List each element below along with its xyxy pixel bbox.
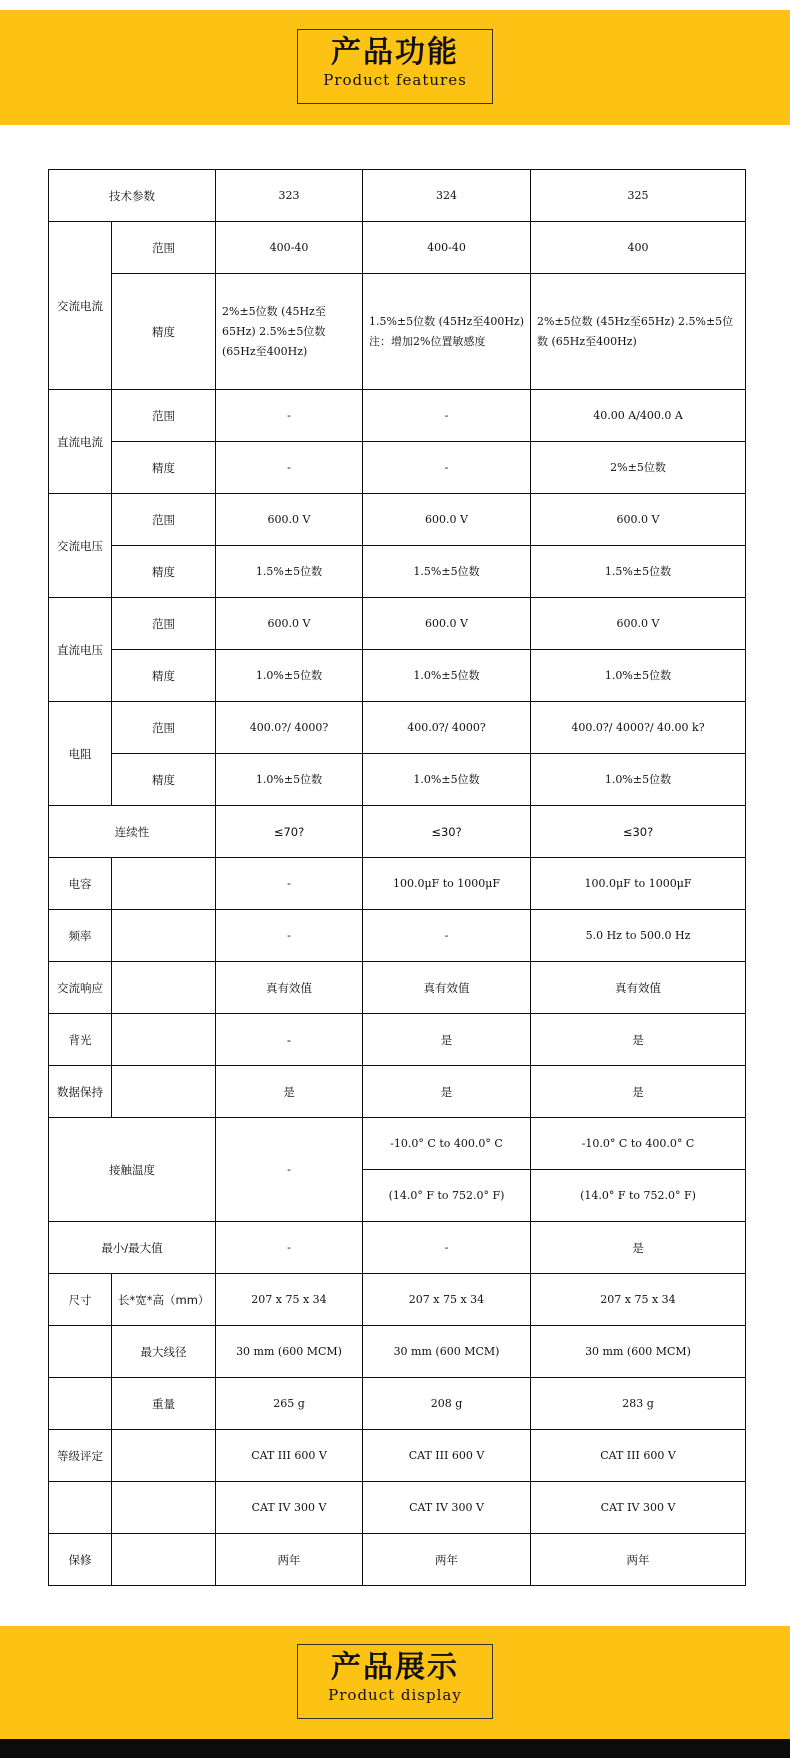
table-cell: 2%±5位数 (45Hz至65Hz) 2.5%±5位数 (65Hz至400Hz) xyxy=(531,274,746,390)
table-cell: CAT IV 300 V xyxy=(531,1482,746,1534)
ac-current-group: 交流电流 xyxy=(49,222,112,390)
table-cell: -10.0° C to 400.0° C xyxy=(531,1118,746,1170)
table-cell: (14.0° F to 752.0° F) xyxy=(363,1170,531,1222)
table-cell: - xyxy=(216,442,363,494)
row-label: 范围 xyxy=(112,702,216,754)
table-cell: 两年 xyxy=(363,1534,531,1586)
table-cell: 1.0%±5位数 xyxy=(216,650,363,702)
row-label: 等级评定 xyxy=(49,1430,112,1482)
table-cell: - xyxy=(363,442,531,494)
row-label: 精度 xyxy=(112,754,216,806)
table-row xyxy=(49,702,746,754)
table-cell: 两年 xyxy=(531,1534,746,1586)
table-row xyxy=(49,1066,746,1118)
table-row xyxy=(49,650,746,702)
table-cell: 是 xyxy=(531,1014,746,1066)
empty-cell xyxy=(112,858,216,910)
table-cell: 100.0μF to 1000μF xyxy=(531,858,746,910)
table-cell: 1.5%±5位数 xyxy=(363,546,531,598)
row-label: 最小/最大值 xyxy=(49,1222,216,1274)
table-cell: 400 xyxy=(531,222,746,274)
display-title-en: Product display xyxy=(328,1686,462,1704)
table-cell: 5.0 Hz to 500.0 Hz xyxy=(531,910,746,962)
row-label: 重量 xyxy=(112,1378,216,1430)
table-row xyxy=(49,1378,746,1430)
table-cell: 600.0 V xyxy=(216,598,363,650)
table-cell: ≤30? xyxy=(363,806,531,858)
features-title-box xyxy=(297,29,493,104)
table-cell: 600.0 V xyxy=(363,494,531,546)
table-cell: CAT III 600 V xyxy=(216,1430,363,1482)
empty-cell xyxy=(112,962,216,1014)
ac-voltage-group: 交流电压 xyxy=(49,494,112,598)
table-row xyxy=(49,1014,746,1066)
table-cell: 1.0%±5位数 xyxy=(363,650,531,702)
table-cell: CAT IV 300 V xyxy=(216,1482,363,1534)
table-row xyxy=(49,442,746,494)
table-cell: 400-40 xyxy=(216,222,363,274)
table-cell: 是 xyxy=(531,1222,746,1274)
table-cell: CAT IV 300 V xyxy=(363,1482,531,1534)
table-cell: -10.0° C to 400.0° C xyxy=(363,1118,531,1170)
table-row xyxy=(49,598,746,650)
table-row xyxy=(49,1274,746,1326)
row-label: 长*宽*高（mm） xyxy=(112,1274,216,1326)
table-cell: 400.0?/ 4000? xyxy=(363,702,531,754)
table-cell: 1.5%±5位数 xyxy=(531,546,746,598)
table-cell: - xyxy=(216,858,363,910)
row-label: 精度 xyxy=(112,442,216,494)
resistance-group: 电阻 xyxy=(49,702,112,806)
table-cell: 真有效值 xyxy=(531,962,746,1014)
table-row xyxy=(49,1534,746,1586)
table-cell: 600.0 V xyxy=(363,598,531,650)
table-cell: 30 mm (600 MCM) xyxy=(216,1326,363,1378)
spec-table xyxy=(48,169,746,1586)
table-cell: 1.0%±5位数 xyxy=(531,754,746,806)
table-cell: 207 x 75 x 34 xyxy=(363,1274,531,1326)
table-cell: 40.00 A/400.0 A xyxy=(531,390,746,442)
table-cell: 两年 xyxy=(216,1534,363,1586)
table-cell: - xyxy=(216,1222,363,1274)
table-cell: - xyxy=(363,1222,531,1274)
table-row xyxy=(49,1482,746,1534)
table-cell: 208 g xyxy=(363,1378,531,1430)
row-label: 数据保持 xyxy=(49,1066,112,1118)
table-header-row xyxy=(49,170,746,222)
row-label: 背光 xyxy=(49,1014,112,1066)
model-325-header: 325 xyxy=(531,170,746,222)
table-cell: 600.0 V xyxy=(531,598,746,650)
tech-params-header: 技术参数 xyxy=(49,170,216,222)
table-cell: 1.5%±5位数 xyxy=(216,546,363,598)
table-cell: 265 g xyxy=(216,1378,363,1430)
table-cell: CAT III 600 V xyxy=(531,1430,746,1482)
table-cell: - xyxy=(363,910,531,962)
table-cell: 100.0μF to 1000μF xyxy=(363,858,531,910)
empty-cell xyxy=(112,1534,216,1586)
row-label: 精度 xyxy=(112,650,216,702)
table-row xyxy=(49,858,746,910)
table-cell: - xyxy=(216,390,363,442)
table-cell: 是 xyxy=(363,1014,531,1066)
features-title-en: Product features xyxy=(323,71,467,89)
table-cell: 400.0?/ 4000? xyxy=(216,702,363,754)
table-cell: CAT III 600 V xyxy=(363,1430,531,1482)
table-row xyxy=(49,494,746,546)
empty-cell xyxy=(49,1326,112,1378)
row-label: 范围 xyxy=(112,390,216,442)
table-row xyxy=(49,754,746,806)
table-cell: 1.0%±5位数 xyxy=(363,754,531,806)
table-cell: 2%±5位数 (45Hz至65Hz) 2.5%±5位数 (65Hz至400Hz) xyxy=(216,274,363,390)
dc-current-group: 直流电流 xyxy=(49,390,112,494)
row-label: 电容 xyxy=(49,858,112,910)
table-cell: 207 x 75 x 34 xyxy=(531,1274,746,1326)
dc-voltage-group: 直流电压 xyxy=(49,598,112,702)
table-cell: - xyxy=(216,1014,363,1066)
empty-cell xyxy=(112,910,216,962)
display-header-band xyxy=(0,1626,790,1739)
row-label: 频率 xyxy=(49,910,112,962)
table-cell: 1.0%±5位数 xyxy=(216,754,363,806)
bottom-dark-strip xyxy=(0,1739,790,1758)
table-row xyxy=(49,222,746,274)
top-margin xyxy=(0,0,790,10)
features-title-cn: 产品功能 xyxy=(331,35,459,70)
table-row xyxy=(49,962,746,1014)
table-cell: 真有效值 xyxy=(363,962,531,1014)
display-title-cn: 产品展示 xyxy=(331,1650,459,1685)
table-cell: 30 mm (600 MCM) xyxy=(531,1326,746,1378)
table-row xyxy=(49,1326,746,1378)
table-cell: 400.0?/ 4000?/ 40.00 k? xyxy=(531,702,746,754)
table-row xyxy=(49,806,746,858)
row-label: 尺寸 xyxy=(49,1274,112,1326)
row-label: 连续性 xyxy=(49,806,216,858)
table-cell: (14.0° F to 752.0° F) xyxy=(531,1170,746,1222)
row-label: 保修 xyxy=(49,1534,112,1586)
row-label: 范围 xyxy=(112,494,216,546)
empty-cell xyxy=(112,1482,216,1534)
table-cell: 是 xyxy=(216,1066,363,1118)
table-cell: ≤70? xyxy=(216,806,363,858)
row-label: 精度 xyxy=(112,274,216,390)
table-cell: 30 mm (600 MCM) xyxy=(363,1326,531,1378)
model-323-header: 323 xyxy=(216,170,363,222)
table-cell: 600.0 V xyxy=(216,494,363,546)
row-label: 范围 xyxy=(112,598,216,650)
model-324-header: 324 xyxy=(363,170,531,222)
table-cell: 207 x 75 x 34 xyxy=(216,1274,363,1326)
table-cell: 283 g xyxy=(531,1378,746,1430)
empty-cell xyxy=(49,1482,112,1534)
table-row xyxy=(49,546,746,598)
table-row xyxy=(49,1222,746,1274)
table-row xyxy=(49,390,746,442)
display-title-box xyxy=(297,1644,493,1719)
table-cell: 400-40 xyxy=(363,222,531,274)
table-cell: 1.0%±5位数 xyxy=(531,650,746,702)
table-cell: - xyxy=(216,1118,363,1222)
table-cell: 是 xyxy=(363,1066,531,1118)
table-row xyxy=(49,910,746,962)
table-cell: ≤30? xyxy=(531,806,746,858)
table-row xyxy=(49,274,746,390)
row-label: 范围 xyxy=(112,222,216,274)
table-cell: - xyxy=(363,390,531,442)
empty-cell xyxy=(49,1378,112,1430)
table-cell: 600.0 V xyxy=(531,494,746,546)
empty-cell xyxy=(112,1066,216,1118)
row-label: 接触温度 xyxy=(49,1118,216,1222)
empty-cell xyxy=(112,1014,216,1066)
table-cell: 是 xyxy=(531,1066,746,1118)
features-header-band xyxy=(0,10,790,125)
table-cell: - xyxy=(216,910,363,962)
row-label: 交流响应 xyxy=(49,962,112,1014)
table-cell: 真有效值 xyxy=(216,962,363,1014)
table-row xyxy=(49,1430,746,1482)
table-cell: 1.5%±5位数 (45Hz至400Hz) 注：增加2%位置敏感度 xyxy=(363,274,531,390)
empty-cell xyxy=(112,1430,216,1482)
row-label: 最大线径 xyxy=(112,1326,216,1378)
table-row xyxy=(49,1118,746,1170)
row-label: 精度 xyxy=(112,546,216,598)
table-cell: 2%±5位数 xyxy=(531,442,746,494)
